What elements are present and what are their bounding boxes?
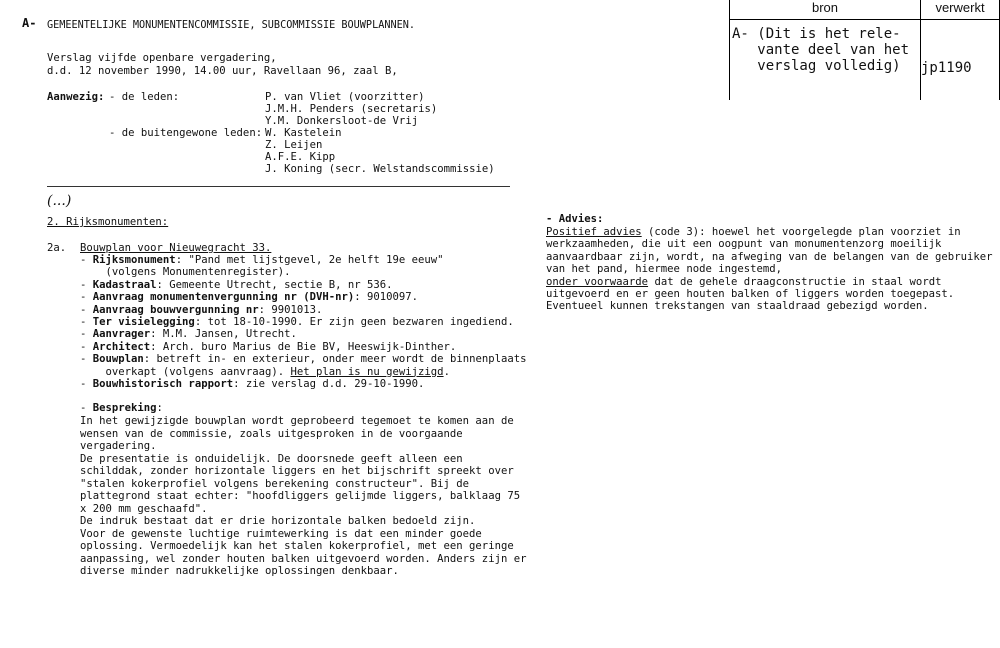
detail-label: Kadastraal (92, 278, 157, 291)
detail-row (80, 341, 526, 353)
detail-value: : "Pand met lijstgevel, 2e helft 19e eeuw" (175, 254, 444, 266)
verslag-line-2: d.d. 12 november 1990, 14.00 uur, Ravellaan 96, zaal B, (47, 65, 398, 77)
detail-dash: - (80, 291, 93, 304)
advies-line-6: uitgevoerd en er geen houten balken of liggers worden toegepast. (546, 288, 955, 300)
buitengewoon-lid-2: Z. Leijen (265, 139, 323, 151)
bespreking-text (80, 415, 526, 578)
detail-dash (80, 366, 93, 378)
detail-label: Aanvrager (92, 328, 151, 341)
buitengewone-leden-label: - de buitengewone leden: (109, 127, 263, 139)
lid-1: P. van Vliet (voorzitter) (265, 91, 425, 103)
detail-label: Architect (92, 340, 151, 353)
buitengewoon-lid-3: A.F.E. Kipp (265, 151, 336, 163)
advies-line-7: Eventueel kunnen trekstangen van staaldraad gebezigd worden. (546, 300, 929, 312)
bron-cell-text: A- (Dit is het rele- vante deel van het verslag volledig) (732, 26, 910, 74)
detail-dash: - (80, 328, 93, 341)
positief-advies-label: Positief advies (546, 226, 642, 238)
detail-row (80, 254, 526, 266)
advies-line-5 (546, 276, 941, 289)
detail-dash: - (80, 340, 93, 353)
buitengewoon-lid-4: J. Koning (secr. Welstandscommissie) (265, 163, 495, 175)
detail-value: : Arch. buro Marius de Bie BV, Heeswijk-Dinther. (150, 340, 457, 353)
detail-row (80, 366, 526, 378)
lid-2: J.M.H. Penders (secretaris) (265, 103, 438, 115)
detail-value: : M.M. Jansen, Utrecht. (150, 328, 297, 341)
bespreking-line: vergadering. (80, 440, 157, 452)
detail-underlined-note: Het plan is nu gewijzigd (290, 365, 444, 378)
buitengewoon-lid-1: W. Kastelein (265, 127, 342, 139)
detail-row (80, 328, 526, 340)
detail-label: Bouwhistorisch rapport (92, 377, 234, 390)
bespreking-label: Bespreking (92, 402, 157, 414)
detail-value: : Gemeente Utrecht, sectie B, nr 536. (156, 278, 393, 291)
bron-column-header: bron (730, 0, 921, 20)
bespreking-line: plattegrond staat echter: "hoofdliggers gelijmde liggers, balklaag 75 (80, 490, 521, 502)
detail-label: Aanvraag bouwvergunning nr (92, 303, 259, 316)
detail-dash (80, 266, 93, 278)
detail-tail: . (443, 365, 450, 378)
verwerkt-cell-text: jp1190 (921, 60, 972, 76)
divider-line (47, 186, 510, 187)
bespreking-heading: - Bespreking: (80, 402, 163, 414)
omission-marker: (...) (47, 193, 72, 209)
bespreking-line: diverse minder nadrukkelijke oplossingen denkbaar. (80, 565, 399, 577)
voorwaarde-label: onder voorwaarde (546, 276, 649, 288)
detail-row (80, 304, 526, 316)
detail-value: : betreft in- en exterieur, onder meer wordt de binnenplaats (143, 353, 527, 366)
advies-line-3: aanvaardbaar zijn, wordt, na afweging van de belangen van de gebruiker (546, 251, 993, 263)
verwerkt-column-header: verwerkt (921, 0, 1000, 20)
advies-label: - Advies: (546, 213, 604, 225)
item-number: 2a. (47, 242, 67, 254)
document-prefix: A- (22, 16, 37, 30)
bespreking-line: aanpassing, wel zonder houten balken uitgevoerd worden. Anders zijn er (80, 552, 527, 565)
advies-line-4: van het pand, hiermee node ingestemd, (546, 263, 782, 275)
detail-row (80, 266, 526, 278)
detail-dash: - (80, 353, 93, 366)
detail-dash: - (80, 315, 93, 328)
aanwezig-label: Aanwezig: (47, 91, 105, 103)
detail-value: : 9010097. (354, 291, 419, 304)
detail-value: : tot 18-10-1990. Er zijn geen bezwaren ingediend. (194, 315, 514, 328)
detail-value: overkapt (volgens aanvraag). (92, 365, 291, 378)
bespreking-line: In het gewijzigde bouwplan wordt geprobeerd tegemoet te komen aan de (80, 415, 514, 427)
bron-table (729, 0, 1000, 100)
detail-value: : 9901013. (258, 303, 323, 316)
bespreking-line: wensen van de commissie, zoals uitgesproken in de voorgaande (80, 427, 463, 440)
verslag-line-1: Verslag vijfde openbare vergadering, (47, 52, 277, 64)
advies-line-5-rest: dat de gehele draagconstructie in staal wordt (648, 276, 942, 288)
bespreking-line: schilddak, zonder horizontale liggers en het bijschrift spreekt over (80, 465, 514, 477)
details-list (80, 254, 526, 390)
detail-dash: - (80, 377, 93, 390)
detail-value: (volgens Monumentenregister). (92, 266, 291, 279)
detail-dash: - (80, 278, 93, 291)
detail-dash: - (80, 254, 93, 266)
item-title: Bouwplan voor Nieuwegracht 33. (80, 242, 272, 254)
section-title: 2. Rijksmonumenten: (47, 216, 169, 228)
bespreking-line: oplossing. Vermoedelijk kan het stalen kokerprofiel, met een geringe (80, 540, 514, 552)
detail-row (80, 279, 526, 291)
detail-row (80, 316, 526, 328)
detail-row (80, 378, 526, 390)
bespreking-line: Voor de gewenste luchtige ruimtewerking is dat een minder goede (80, 527, 482, 540)
bespreking-line: "stalen kokerprofiel volgens berekening constructeur". Bij de (80, 477, 470, 490)
detail-label: Aanvraag monumentenvergunning nr (DVH-nr) (92, 291, 355, 304)
document-heading: GEMEENTELIJKE MONUMENTENCOMMISSIE, SUBCOMMISSIE BOUWPLANNEN. (47, 20, 416, 31)
detail-dash: - (80, 303, 93, 316)
detail-label: Ter visielegging (92, 315, 195, 328)
bespreking-line: De indruk bestaat dat er drie horizontale balken bedoeld zijn. (80, 515, 476, 527)
detail-label: Bouwplan (92, 353, 144, 366)
detail-row (80, 353, 526, 365)
leden-label: - de leden: (109, 91, 180, 103)
detail-value: : zie verslag d.d. 29-10-1990. (233, 377, 425, 390)
advies-line-1-rest: (code 3): hoewel het voorgelegde plan voorziet in (641, 226, 961, 238)
bespreking-line: x 200 mm geschaafd". (80, 502, 208, 515)
advies-line-1 (546, 226, 961, 239)
bespreking-line: De presentatie is onduidelijk. De doorsnede geeft alleen een (80, 452, 463, 465)
advies-line-2: werkzaamheden, die uit een oogpunt van monumentenzorg moeilijk (546, 238, 942, 250)
detail-row (80, 291, 526, 303)
lid-3: Y.M. Donkersloot-de Vrij (265, 115, 419, 127)
detail-label: Rijksmonument (92, 254, 176, 266)
